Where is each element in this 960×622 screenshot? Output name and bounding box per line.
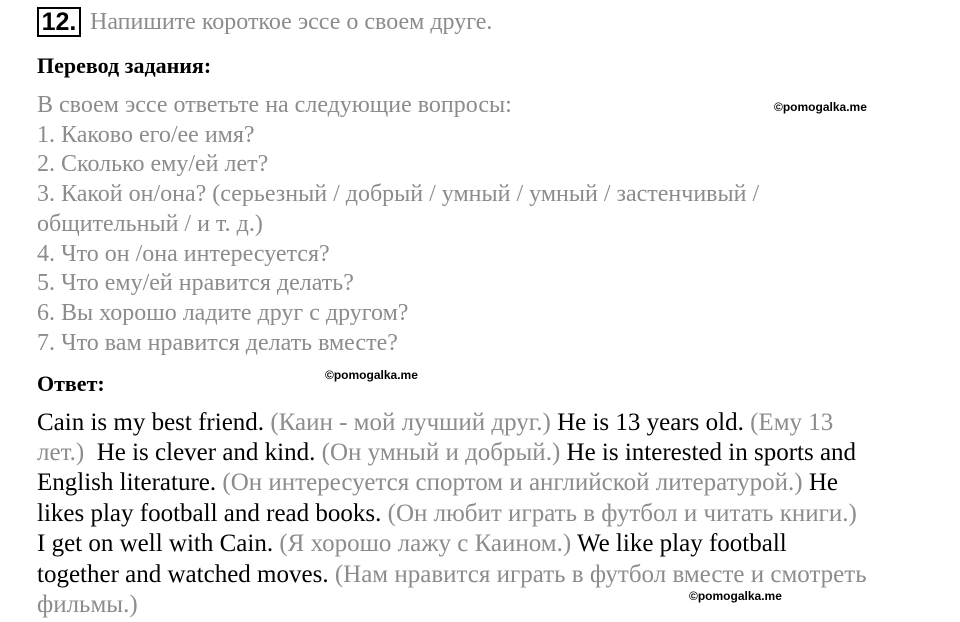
answer-translation-segment: фильмы.) bbox=[37, 591, 138, 618]
answer-translation-segment: (Он интересуется спортом и английской литературой.) bbox=[222, 469, 809, 496]
answer-english-segment: likes play football and read books. bbox=[37, 500, 388, 527]
answer-line bbox=[37, 529, 787, 559]
translation-line: общительный / и т. д.) bbox=[37, 211, 263, 237]
translation-line: 5. Что ему/ей нравится делать? bbox=[37, 270, 354, 296]
answer-line bbox=[37, 560, 867, 590]
answer-line bbox=[37, 438, 856, 468]
answer-line bbox=[37, 499, 857, 529]
translation-heading: Перевод задания: bbox=[37, 53, 212, 78]
answer-heading: Ответ: bbox=[37, 371, 105, 396]
answer-english-segment: He is interested in sports and bbox=[566, 439, 857, 466]
watermark: ©pomogalka.me bbox=[774, 100, 867, 114]
answer-english-segment: together and watched moves. bbox=[37, 561, 335, 588]
translation-line: 3. Какой он/она? (серьезный / добрый / умный / умный / застенчивый / bbox=[37, 181, 760, 207]
watermark: ©pomogalka.me bbox=[325, 368, 418, 382]
answer-english-segment: He bbox=[808, 469, 839, 496]
translation-line: В своем эссе ответьте на следующие вопросы: bbox=[37, 92, 512, 118]
answer-english-segment: We like play football bbox=[576, 530, 787, 557]
answer-line bbox=[37, 590, 138, 620]
answer-translation-segment: (Каин - мой лучший друг.) bbox=[270, 409, 558, 436]
answer-translation-segment: (Он любит играть в футбол и читать книги.) bbox=[387, 500, 857, 527]
answer-translation-segment: (Он умный и добрый.) bbox=[321, 439, 567, 466]
answer-translation-segment: лет.) bbox=[37, 439, 91, 466]
answer-english-segment: I get on well with Cain. bbox=[37, 530, 280, 557]
answer-translation-segment: (Нам нравится играть в футбол вместе и смотреть bbox=[334, 561, 867, 588]
answer-english-segment: English literature. bbox=[37, 469, 223, 496]
watermark: ©pomogalka.me bbox=[689, 589, 782, 603]
translation-line: 7. Что вам нравится делать вместе? bbox=[37, 330, 398, 356]
task-text: Напишите короткое эссе о своем друге. bbox=[90, 9, 493, 35]
answer-english-segment: Cain is my best friend. bbox=[37, 409, 271, 436]
answer-line bbox=[37, 468, 838, 498]
answer-english-segment: He is clever and kind. bbox=[90, 439, 322, 466]
translation-line: 6. Вы хорошо ладите друг с другом? bbox=[37, 300, 409, 326]
translation-line: 2. Сколько ему/ей лет? bbox=[37, 151, 269, 177]
translation-line: 4. Что он /она интересуется? bbox=[37, 241, 330, 267]
task-number-box: 12. bbox=[37, 7, 81, 37]
answer-translation-segment: (Я хорошо лажу с Каином.) bbox=[279, 530, 577, 557]
answer-english-segment: He is 13 years old. bbox=[557, 409, 751, 436]
translation-line: 1. Каково его/ее имя? bbox=[37, 122, 255, 148]
answer-line bbox=[37, 408, 833, 438]
answer-translation-segment: (Ему 13 bbox=[750, 409, 834, 436]
